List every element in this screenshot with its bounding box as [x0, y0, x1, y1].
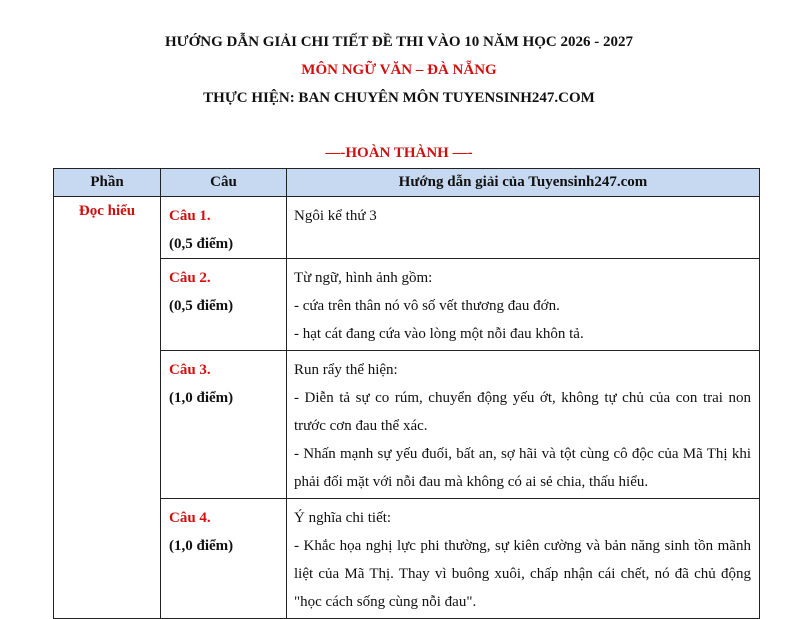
question-number: Câu 3. [169, 362, 211, 378]
answer-line: Run rẩy thể hiện: [294, 362, 398, 378]
question-points: (1,0 điểm) [169, 538, 234, 554]
question-number: Câu 1. [169, 208, 211, 224]
answer-cell [287, 351, 760, 499]
answer-cell [287, 259, 760, 351]
answer-cell [287, 197, 760, 259]
answer-line: Ý nghĩa chi tiết: [294, 510, 392, 526]
answer-line: - cứa trên thân nó vô số vết thương đau đớn. [294, 298, 560, 314]
answer-line: Ngôi kể thứ 3 [294, 208, 377, 224]
part-cell: Đọc hiểu [54, 197, 161, 619]
table-header-row [54, 169, 760, 197]
question-number: Câu 4. [169, 510, 211, 526]
question-number: Câu 2. [169, 270, 211, 286]
question-points: (0,5 điểm) [169, 298, 234, 314]
document-title: HƯỚNG DẪN GIẢI CHI TIẾT ĐỀ THI VÀO 10 NĂM HỌC 2026 - 2027 [165, 34, 633, 50]
answer-cell [287, 499, 760, 619]
answer-line: Từ ngữ, hình ảnh gồm: [294, 270, 433, 286]
question-points: (0,5 điểm) [169, 236, 234, 252]
question-cell [161, 259, 287, 351]
subject-title: MÔN NGỮ VĂN – ĐÀ NẴNG [301, 62, 497, 78]
answer-table [53, 168, 760, 619]
header-guide: Hướng dẫn giải của Tuyensinh247.com [287, 169, 760, 197]
question-cell [161, 197, 287, 259]
question-cell [161, 499, 287, 619]
answer-line: - Diễn tả sự co rúm, chuyển động yếu ớt, không tự chủ của con trai non trước cơn đau thể xác. [294, 390, 751, 434]
question-points: (1,0 điểm) [169, 390, 234, 406]
answer-line: - Khắc họa nghị lực phi thường, sự kiên cường và bản năng sinh tồn mãnh liệt của Mã Thị. Thay vì buông xuôi, chấp nhận cái chết, nó đã chủ động "học cách sống cùng nỗi đau". [294, 538, 751, 610]
status-line: —-HOÀN THÀNH —- [325, 145, 473, 161]
question-cell [161, 351, 287, 499]
header-part: Phần [54, 169, 161, 197]
answer-line: - Nhấn mạnh sự yếu đuối, bất an, sợ hãi và tột cùng cô độc của Mã Thị khi phải đối mặt với nỗi đau mà không có ai sẻ chia, thấu hiểu. [294, 446, 751, 490]
header-question: Câu [161, 169, 287, 197]
author-line: THỰC HIỆN: BAN CHUYÊN MÔN TUYENSINH247.COM [203, 90, 595, 106]
answer-line: - hạt cát đang cứa vào lòng một nỗi đau khôn tả. [294, 326, 584, 342]
table-row [54, 197, 760, 259]
